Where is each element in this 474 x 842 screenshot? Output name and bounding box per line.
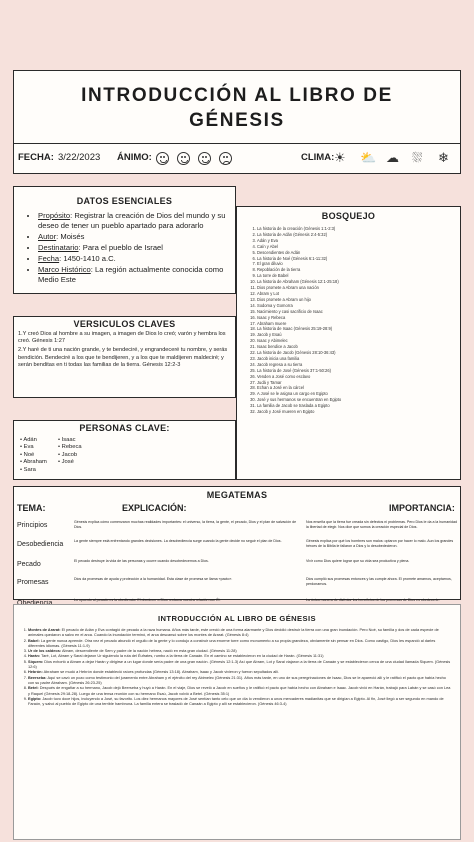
tema-header: TEMA: [17,503,46,513]
title-line1: INTRODUCCIÓN AL LIBRO DE [81,85,393,106]
cloud-icon[interactable]: ☁ [386,150,399,165]
title-card [13,70,461,144]
fecha-value: 3/22/2023 [58,152,101,163]
megatema-tema: Pecado [17,561,41,568]
datos-item: • Marco Histórico: La región actualmente conocida como Medio Este [38,265,235,286]
bosquejo-subitem: 26. Venden a José como esclavo [257,374,460,380]
datos-title: DATOS ESENCIALES [76,196,173,206]
megatema-importancia: Vivir como Dios quiere lograr que su vida sea productiva y plena. [306,559,410,563]
datos-item: • Fecha: 1450-1410 a.C. [38,254,235,264]
bosquejo-subitem: 20. Isaac y Abimelec [257,338,460,344]
bosquejo-subitem: 7. El gran diluvio [257,261,460,267]
datos-item: • Propósito: Registrar la creación de Dios del mundo y su deseo de tener un pueblo apartado para adorarlo [38,211,235,232]
meta-bar [13,144,461,174]
personas-card [13,420,236,480]
datos-item: • Destinatario: Para el pueblo de Israel [38,243,235,253]
bosquejo-subitem: 23. Jacob inicia una familia [257,356,460,362]
introduccion-title: INTRODUCCIÓN AL LIBRO DE GÉNESIS [158,614,316,623]
introduccion-item: 3. Ur de los caldeos: Abram, descendiente de Sem y padre de la nación hebrea, nació en esta gran ciudad. (Génesis 11:28) [28,649,452,654]
persona-item: • Jacob [58,451,78,458]
versiculos-title: VERSICULOS CLAVES [73,319,176,329]
megatema-explicacion: El pecado destruye la vida de las personas y ocurre cuando desobedecemos a Dios. [74,559,209,563]
bosquejo-subitem: 13. Dios promete a Abram un hijo [257,297,460,303]
introduccion-item: 8. Betel: Después de engañar a su hermano, Jacob dejó Beerseba y huyó a Harán. En el viaje, Dios se reveló a Jacob en sueños y le ratificó el pacto que había hecho con Abraham e Isaac. Jacob vivió en Harán, trabajó para Labán y se casó con Lea y Raquel (Génesis 29:18-28). Luego de una tensa reunión con su hermano Esaú, Jacob volvió a Betel. (Génesis 35:1) [28,686,452,697]
datos-item: • Autor: Moisés [38,232,235,242]
bosquejo-subitem: 5. Descendientes de Adán [257,250,460,256]
bosquejo-subitem: 32. Jacob y José mueren en Egipto [257,409,460,415]
personas-title: PERSONAS CLAVE: [79,423,170,433]
megatema-importancia: Dios cumplió sus promesas entonces y las cumple ahora. El promete amarnos, aceptarnos, perdonarnos. [306,577,452,586]
partly-cloudy-icon[interactable]: ⛅ [360,150,377,165]
bosquejo-subitem: 8. Repoblación de la tierra [257,267,460,273]
megatema-tema: Desobediencia [17,541,64,548]
bosquejo-item: 18. La historia de Isaac (Génesis 25:19-28:9) [257,326,460,332]
fecha-label: FECHA: [18,152,54,163]
smile-face-icon[interactable] [198,152,211,165]
introduccion-item: 4. Harán: Taré, Lot, Abram y Sarai dejaron Ur siguiendo la ruta del Éufrates, rumbo a la tierra de Canaán. En el camino se establecieron en la ciudad de Harán. (Génesis 11:31) [28,654,452,659]
megatema-explicacion: Génesis explica cómo comenzaron muchas realidades importantes: el universo, la tierra, la gente, el pecado, Dios y el plan de salvación de Dios. [74,520,297,529]
persona-item: • José [58,459,74,466]
introduccion-card [13,604,461,840]
introduccion-item: 9. Egipto: Jacob tuvo doce hijos, incluyendo a José, su favorito. Los diez hermanos mayores de José sentían tanto celo que un día lo vendieron a unos mercaderes madianitas que se dirigían a Egipto. Al fin, José llegó a ser segundo en mando de Faraón, y salvó al pueblo de Egipto de una terrible hambruna. La familia entera se trasladó de Canaán a Egipto y allí se establecieron. (Génesis 46:3-4) [28,697,452,708]
megatema-tema: Promesas [17,579,49,586]
bosquejo-subitem: 27. Judá y Tamar [257,380,460,386]
bosquejo-subitem: 24. Jacob regresa a su tierra [257,362,460,368]
bosquejo-list [237,226,460,415]
bosquejo-subitem: 28. Echan a José en la cárcel [257,385,460,391]
bosquejo-subitem: 29. A José se le asigna un cargo en Egipto [257,391,460,397]
happy-face-icon[interactable] [156,152,169,165]
introduccion-item: 1. Montes de Ararat: El pecado de Adán y Eva contagió de pecado a la raza humana. Años más tarde, este creció de una forma alarmante y Dios decidió destruir la tierra con una gran inundación. Pero Noé, su familia y dos de cada especie de animales quedaron a salvo en el arca. Cuando la inundación terminó, el arca descansó sobre los montes de Ararat. (Génesis 8:4) [28,628,452,639]
megatema-importancia: La única manera de disfrutar los beneficios de las promesas de Dios es obedecerle. [306,598,440,602]
verse-1: 1.Y creó Dios al hombre a su imagen, a imagen de Dios lo creó; varón y hembra los creó. Génesis 1:27 [18,331,226,345]
persona-item: • Sara [20,466,36,473]
megatema-explicacion: Lo opuesto al pecado es la obediencia. El obedecer a Dios restaura nuestra relación con Él. [74,598,221,602]
bosquejo-card [236,206,461,480]
introduccion-list [14,628,452,707]
bosquejo-subitem: 9. La torre de Babel [257,273,460,279]
bosquejo-subitem: 4. Caín y Abel [257,244,460,250]
datos-list [14,211,235,286]
explicacion-header: EXPLICACIÓN: [122,503,187,513]
persona-item: • Adán [20,437,37,443]
bosquejo-item: 22. La historia de Jacob (Génesis 28:10-36:43) [257,350,460,356]
bosquejo-subitem: 21. Isaac bendice a Jacob [257,344,460,350]
bosquejo-subitem: 12. Abram y Lot [257,291,460,297]
introduccion-item: 6. Hebrón: Abraham se mudó a Hebrón donde estableció raíces profundas (Génesis 13:18). Abraham, Isaac y Jacob vivieron y fueron sepultados allí. [28,670,452,675]
megatema-importancia: Génesis explica por qué los hombres son malos: optaron por hacer lo malo. Aun los grandes héroes de la Biblia le fallaron a Dios y lo desobedecieron. [306,539,454,548]
animo-label: ÁNIMO: [117,152,152,163]
personas-col-1 [20,437,58,474]
personas-columns [14,437,235,474]
bosquejo-subitem: 31. La familia de Jacob se traslada a Egipto [257,403,460,409]
megatema-tema: Principios [17,522,48,529]
bosquejo-subitem: 3. Adán y Eva [257,238,460,244]
megatema-importancia: Nos enseña que la tierra fue creada sin defectos ni problemas. Pero Dios le da a la humanidad la libertad de elegir. Nos dice que somos la creación especial de Dios. [306,520,458,529]
bosquejo-item: 1. La historia de la creación (Génesis 1:1-2:3) [257,226,460,232]
datos-esenciales-card [13,186,236,294]
bosquejo-item: 10. La historia de Abraham (Génesis 12:1-25:18) [257,279,460,285]
versiculos-card [13,316,236,398]
snow-icon[interactable]: ❄ [438,150,449,165]
persona-item: • Isaac [58,437,76,443]
personas-col-2 [58,437,96,474]
sun-icon[interactable]: ☀ [334,150,346,165]
megatema-explicacion: La gente siempre está enfrentando grandes decisiones. La desobediencia surge cuando la gente decide no seguir el plan de Dios. [74,539,282,543]
introduccion-item: 5. Siquem: Dios exhortó a Abram a dejar Harán y dirigirse a un lugar donde sería padre de una gran nación. (Génesis 12:1-3) Así que Abram, Lot y Sarai viajaron a la tierra de Canaán y se establecieron cerca de una ciudad llamada Siquem. (Génesis 12:6) [28,660,452,671]
heart-eyes-face-icon[interactable] [177,152,190,165]
importancia-header: IMPORTANCIA: [389,503,455,513]
megatemas-card [13,486,461,600]
page-title [14,71,460,133]
megatema-explicacion: Dios da promesas de ayuda y protección a la humanidad. Esta clase de promesa se llama «pacto». [74,577,233,581]
bosquejo-subitem: 15. Nacimiento y casi sacrificio de Isaac [257,309,460,315]
persona-item: • Abraham [20,459,47,466]
persona-item: • Noé [20,451,35,458]
bosquejo-title: BOSQUEJO [321,211,376,221]
bosquejo-subitem: 30. José y sus hermanos se encuentran en Egipto [257,397,460,403]
bosquejo-item: 25. La historia de José (Génesis 37:1-50:26) [257,368,460,374]
megatemas-title: MEGATEMAS [206,490,268,500]
persona-item: • Eva [20,444,34,451]
clima-label: CLIMA: [301,152,335,163]
bosquejo-subitem: 14. Sodoma y Gomorra [257,303,460,309]
bosquejo-subitem: 19. Jacob y Esaú [257,332,460,338]
title-line2: GÉNESIS [189,110,285,131]
bosquejo-subitem: 17. Abraham muere [257,321,460,327]
introduccion-item: 7. Beerseba: Aquí se cavó un pozo como testimonio del juramento entre Abraham y el ejército del rey Abimelec (Génesis 21:31). Años más tarde, en uno de sus peregrinaciones de Isaac, Dios se le apareció allí y le ratificó el pacto que había hecho con su padre Abraham. (Génesis 26:23-25) [28,676,452,687]
introduccion-item: 2. Babel: La gente nunca aprende. Otra vez el pecado abundó el orgullo de la gente y lo condujo a construir una enorme torre como monumento a su propia grandeza, obviamente sin pensar en Dios. Como castigo, Dios les esparció al darles diferentes idiomas. (Génesis 11:1-9) [28,639,452,650]
bosquejo-item: 6. La historia de Noé (Génesis 6:1-11:32) [257,256,460,262]
bosquejo-item: 2. La historia de Adán (Génesis 2:4-5:32) [257,232,460,238]
verse-2: 2.Y haré de ti una nación grande, y te bendeciré, y engrandeceré tu nombre, y serás bendición. Bendeciré a los que te bendijeren, y a los que te maldijeren maldeciré; y serán benditas en ti todas las familias de la tierra. Génesis 12:2-3 [18,347,228,368]
sad-face-icon[interactable] [219,152,232,165]
bosquejo-subitem: 11. Dios promete a Abram una nación [257,285,460,291]
persona-item: • Rebeca [58,444,82,451]
bosquejo-subitem: 16. Isaac y Rebeca [257,315,460,321]
rain-icon[interactable]: ⛆ [412,150,423,165]
